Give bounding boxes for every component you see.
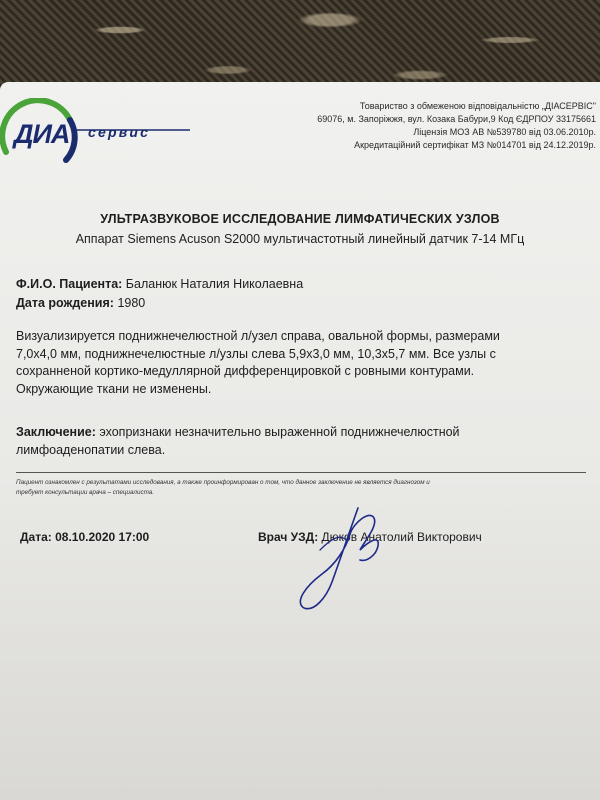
company-accreditation: Акредитаційний сертифікат МЗ №014701 від 24.12.2019р.: [354, 140, 596, 150]
company-address: 69076, м. Запоріжжя, вул. Козака Бабури,9 Код ЄДРПОУ 33175661: [317, 114, 596, 124]
company-license: Ліцензія МОЗ АВ №539780 від 03.06.2010р.: [413, 127, 596, 137]
findings-line: 7,0х4,0 мм, поднижнечелюстные л/узлы слева 5,9х3,0 мм, 10,3х5,7 мм. Все узлы с: [16, 346, 496, 361]
conclusion-text: лимфоаденопатии слева.: [16, 442, 166, 457]
exam-date: [20, 530, 149, 544]
patient-name-label: Ф.И.О. Пациента:: [16, 277, 123, 291]
company-details: [266, 100, 596, 152]
findings-text: [16, 328, 586, 398]
findings-line: Окружающие ткани не изменены.: [16, 381, 212, 396]
doctor-label: Врач УЗД:: [258, 530, 319, 544]
patient-name: Баланюк Наталия Николаевна: [125, 277, 304, 291]
conclusion-block: [16, 424, 576, 459]
conclusion-text: эхопризнаки незначительно выраженной поднижнечелюстной: [99, 425, 460, 439]
disclaimer-line: Пациент ознакомлен с результатами исследования, а также проинформирован о том, что данное заключение не является диагнозом и: [16, 479, 430, 486]
findings-line: сохранненой кортико-медуллярной дифференцировкой с ровными контурами.: [16, 364, 475, 378]
date-value: 08.10.2020 17:00: [55, 530, 150, 544]
report-title: УЛЬТРАЗВУКОВОЕ ИССЛЕДОВАНИЕ ЛИМФАТИЧЕСКИХ УЗЛОВ: [100, 212, 500, 226]
disclaimer-line: требует консультации врача – специалиста.: [16, 489, 155, 496]
report-device: Аппарат Siemens Acuson S2000 мультичастотный линейный датчик 7-14 МГц: [75, 232, 525, 246]
handwritten-signature: [280, 490, 400, 630]
divider: [16, 472, 586, 473]
doctor-name: Дюков Анатолий Викторович: [321, 530, 482, 544]
company-name: Товариство з обмеженою відповідальністю „ДІАСЕРВІС": [359, 101, 596, 111]
findings-line: Визуализируется поднижнечелюстной л/узел справа, овальной формы, размерами: [16, 329, 500, 343]
logo-wordmark: ДИА: [14, 119, 70, 149]
patient-name-row: [16, 277, 303, 291]
patient-dob: 1980: [117, 296, 146, 310]
patient-dob-row: [16, 296, 145, 310]
logo-subtitle: сервис: [88, 124, 151, 140]
patient-dob-label: Дата рождения:: [16, 296, 114, 310]
date-label: Дата:: [20, 530, 52, 544]
conclusion-label: Заключение:: [16, 425, 96, 439]
